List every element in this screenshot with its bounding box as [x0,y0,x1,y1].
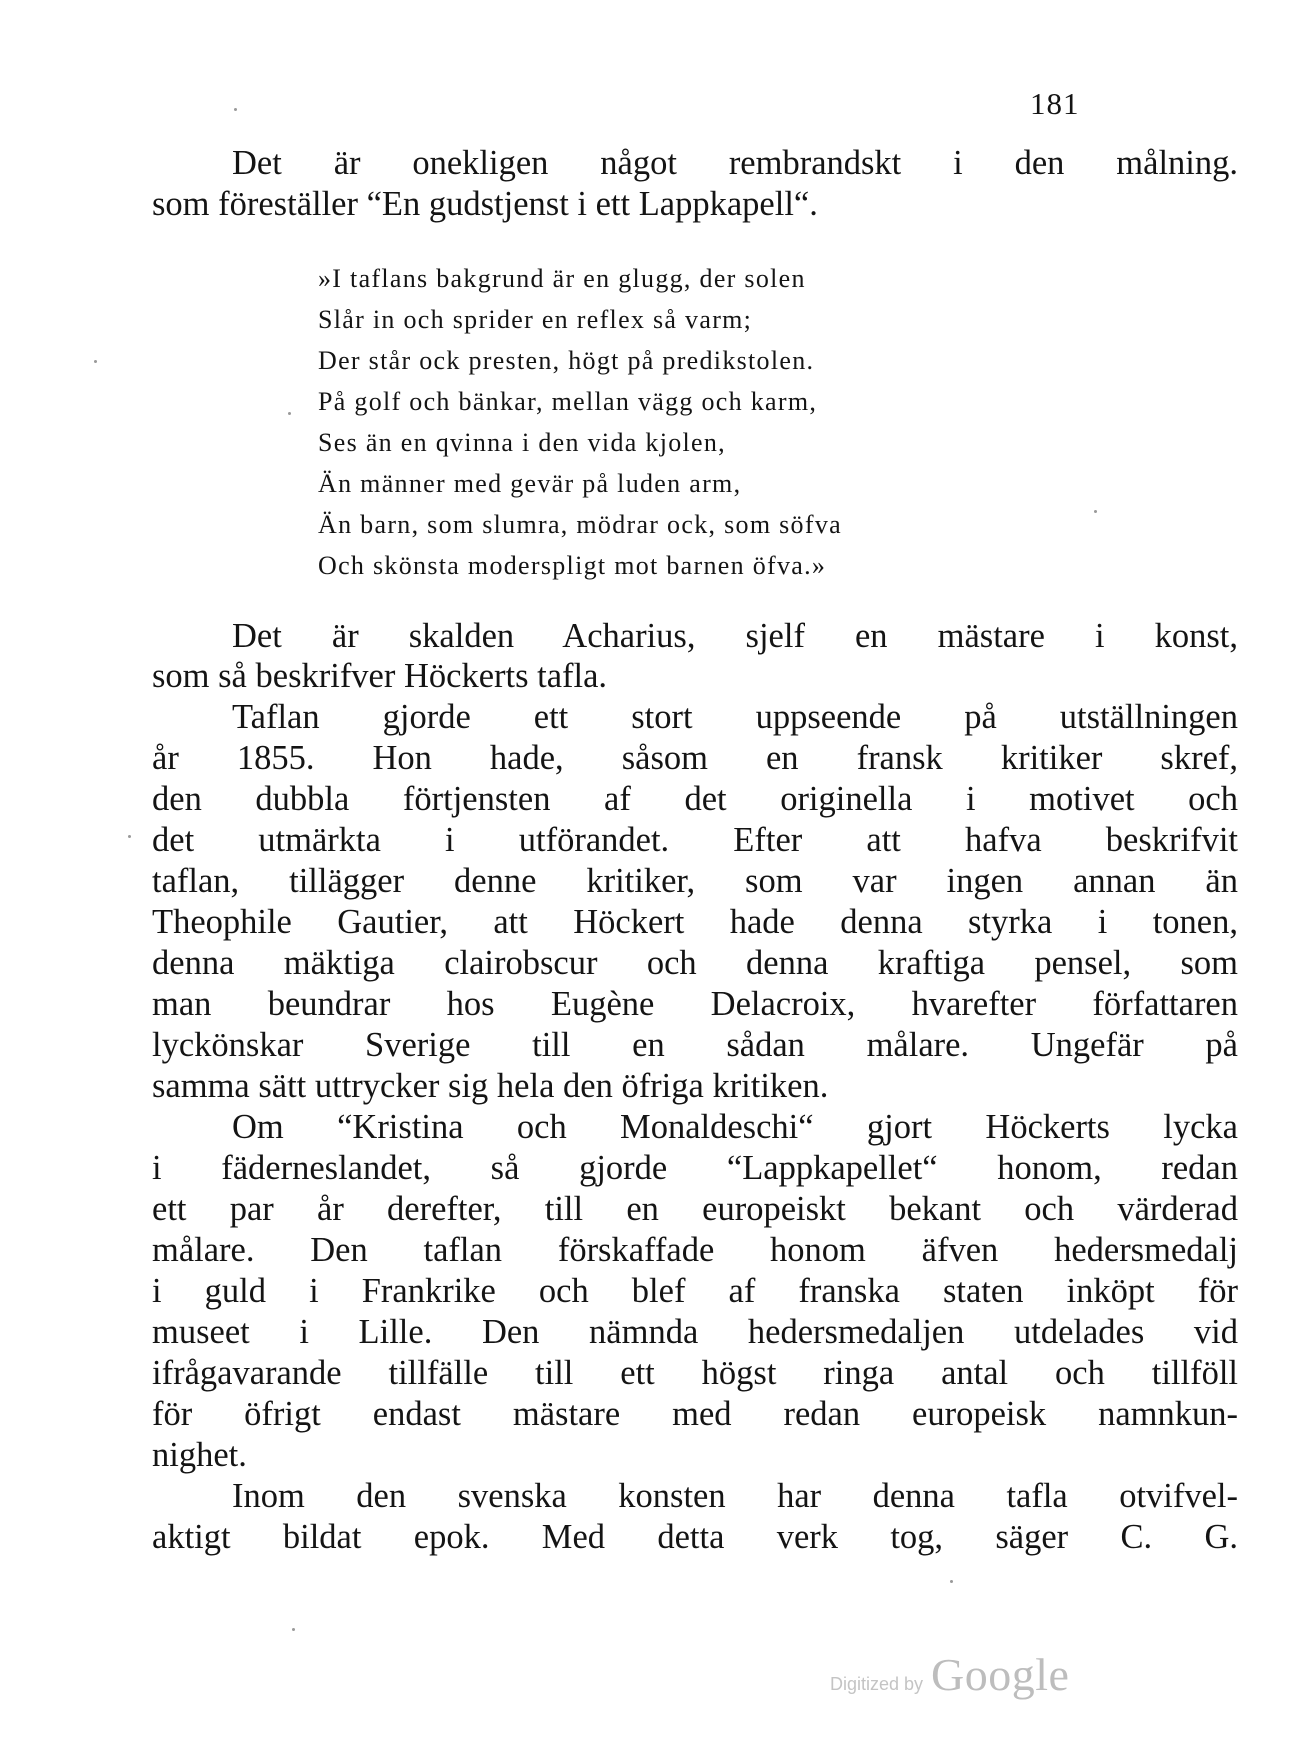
text-line: museet i Lille. Den nämnda hedersmedaljen utdelades vid [152,1313,1238,1351]
text-line: samma sätt uttrycker sig hela den öfriga kritiken. [152,1067,829,1105]
text-line: för öfrigt endast mästare med redan europeisk namnkun- [152,1395,1238,1433]
text-line: ett par år derefter, till en europeiskt bekant och värderad [152,1190,1238,1228]
text-line: nighet. [152,1436,247,1474]
poem-line: På golf och bänkar, mellan vägg och karm, [318,387,818,416]
text-line: taflan, tillägger denne kritiker, som var ingen annan än [152,862,1238,900]
text-line: målare. Den taflan förskaffade honom äfven hedersmedalj [152,1231,1238,1269]
poem-line: Än barn, som slumra, mödrar ock, som söfva [318,510,842,539]
text-line: denna mäktiga clairobscur och denna kraftiga pensel, som [152,944,1238,982]
text-line: den dubbla förtjensten af det originella i motivet och [152,780,1238,818]
scan-speck [1094,510,1097,513]
scan-speck [950,1580,953,1583]
page-number: 181 [1030,86,1080,121]
scan-speck [292,1628,295,1631]
text-line: år 1855. Hon hade, såsom en fransk kritiker skref, [152,739,1238,777]
text-line: Det är skalden Acharius, sjelf en mästare i konst, [232,617,1238,655]
text-line: som föreställer “En gudstjenst i ett Lappkapell“. [152,185,818,223]
text-line: Det är onekligen något rembrandskt i den målning. [232,144,1238,182]
text-line: ifrågavarande tillfälle till ett högst ringa antal och tillföll [152,1354,1238,1392]
text-line: man beundrar hos Eugène Delacroix, hvarefter författaren [152,985,1238,1023]
text-line: Theophile Gautier, att Höckert hade denna styrka i tonen, [152,903,1238,941]
text-line: i fäderneslandet, så gjorde “Lappkapellet“ honom, redan [152,1149,1238,1187]
text-line: som så beskrifver Höckerts tafla. [152,657,608,695]
poem-line: Der står ock presten, högt på predikstolen. [318,346,815,375]
poem-line: Ses än en qvinna i den vida kjolen, [318,428,726,457]
poem-line: Än männer med gevär på luden arm, [318,469,742,498]
poem-line: Och skönsta moderspligt mot barnen öfva.» [318,551,827,580]
scan-speck [128,835,131,838]
poem-line: Slår in och sprider en reflex så varm; [318,305,753,334]
text-line: aktigt bildat epok. Med detta verk tog, säger C. G. [152,1518,1238,1556]
poem-line: »I taflans bakgrund är en glugg, der solen [318,264,806,293]
watermark-prefix: Digitized by [830,1674,924,1694]
text-line: Inom den svenska konsten har denna tafla otvifvel- [232,1477,1238,1515]
scan-speck [94,360,97,363]
text-line: i guld i Frankrike och blef af franska staten inköpt för [152,1272,1238,1310]
text-line: Om “Kristina och Monaldeschi“ gjort Höckerts lycka [232,1108,1238,1146]
google-logo: Google [931,1649,1070,1700]
text-line: Taflan gjorde ett stort uppseende på utställningen [232,698,1238,736]
scan-speck [234,108,237,111]
digitized-watermark [830,1648,1069,1701]
text-line: det utmärkta i utförandet. Efter att hafva beskrifvit [152,821,1238,859]
scan-speck [288,412,291,415]
text-line: lyckönskar Sverige till en sådan målare. Ungefär på [152,1026,1238,1064]
